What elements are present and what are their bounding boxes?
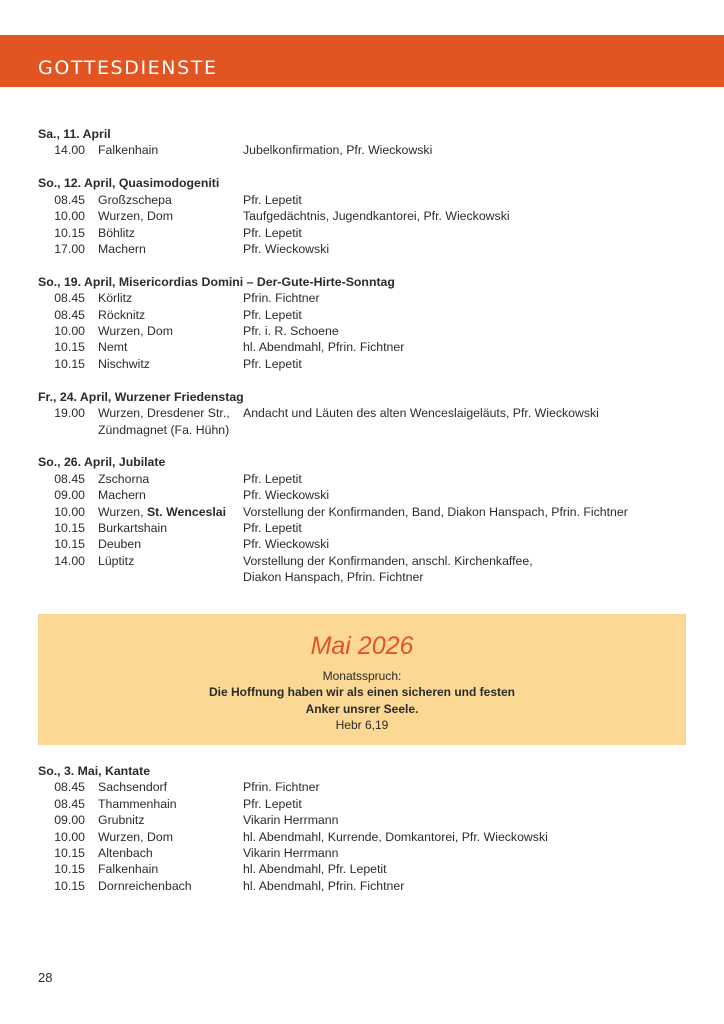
- service-description: hl. Abendmahl, Kurrende, Domkantorei, Pfr. Wieckowski: [243, 829, 548, 844]
- service-place-church: St. Wenceslai: [146, 504, 227, 519]
- service-description: Vikarin Herrmann: [243, 813, 339, 828]
- service-row: [38, 241, 698, 257]
- service-time: 10.15: [54, 225, 85, 240]
- service-description: Pfr. Wieckowski: [243, 537, 330, 552]
- day-heading: So., 26. April, Jubilate: [38, 455, 166, 470]
- service-day: [38, 389, 698, 438]
- service-place: [85, 192, 243, 208]
- service-time: [38, 569, 85, 585]
- day-heading: Fr., 24. April, Wurzener Friedenstag: [38, 389, 244, 404]
- service-row: [38, 861, 698, 877]
- service-place-name: Falkenhain: [98, 143, 159, 158]
- service-row: [38, 829, 698, 845]
- service-place: [85, 829, 243, 845]
- page-title: GOTTESDIENSTE: [38, 57, 218, 79]
- service-row: [38, 553, 698, 569]
- service-row: [38, 208, 698, 224]
- service-day: [38, 126, 698, 159]
- service-place-name: Altenbach: [98, 846, 153, 861]
- service-time: 08.45: [54, 291, 85, 306]
- service-place-name-line-2: Zündmagnet (Fa. Hühn): [98, 422, 230, 437]
- service-row: [38, 796, 698, 812]
- service-place: [85, 405, 243, 421]
- service-place-name: Sachsendorf: [98, 780, 168, 795]
- service-row: [38, 339, 698, 355]
- service-row: [38, 290, 698, 306]
- service-day: [38, 763, 698, 894]
- service-description: Pfr. i. R. Schoene: [243, 324, 339, 339]
- service-day: [38, 454, 698, 585]
- service-place: [85, 487, 243, 503]
- service-place: [85, 845, 243, 861]
- service-time: 17.00: [54, 241, 85, 256]
- service-row-continuation: [38, 569, 698, 585]
- service-row: [38, 192, 698, 208]
- service-place: [85, 356, 243, 372]
- service-place-name: Nemt: [98, 340, 128, 355]
- service-place-name: Machern: [98, 488, 146, 503]
- service-place-name: Röcknitz: [98, 307, 146, 322]
- service-place-name: Großzschepa: [98, 192, 172, 207]
- service-description: Pfrin. Fichtner: [243, 291, 320, 306]
- service-row: [38, 779, 698, 795]
- service-place-name: Deuben: [98, 537, 142, 552]
- service-description: Pfrin. Fichtner: [243, 780, 320, 795]
- service-description: Pfr. Lepetit: [243, 471, 302, 486]
- service-place-name: Nischwitz: [98, 356, 150, 371]
- service-row: [38, 812, 698, 828]
- service-place: [85, 241, 243, 257]
- service-row: [38, 878, 698, 894]
- service-time: 10.00: [54, 829, 85, 844]
- service-day: [38, 175, 698, 257]
- april-service-list: [38, 126, 698, 602]
- service-place: [85, 307, 243, 323]
- service-time: 09.00: [54, 813, 85, 828]
- service-place: [85, 536, 243, 552]
- service-description: Pfr. Wieckowski: [243, 488, 330, 503]
- service-time: 08.45: [54, 471, 85, 486]
- service-place: [85, 878, 243, 894]
- service-place-name: Wurzen, Dom: [98, 209, 173, 224]
- service-row-continuation: [38, 422, 698, 438]
- service-row: [38, 504, 698, 520]
- service-time: 08.45: [54, 307, 85, 322]
- service-place-name: Lüptitz: [98, 553, 135, 568]
- service-place-name: Grubnitz: [98, 813, 145, 828]
- service-time: 10.00: [54, 209, 85, 224]
- service-time: 10.00: [54, 504, 85, 519]
- service-description: Vorstellung der Konfirmanden, anschl. Kirchenkaffee,: [243, 553, 533, 568]
- month-box: [38, 614, 686, 745]
- service-row: [38, 225, 698, 241]
- service-description: Pfr. Lepetit: [243, 225, 302, 240]
- service-description: hl. Abendmahl, Pfr. Lepetit: [243, 862, 387, 877]
- service-description: Pfr. Lepetit: [243, 356, 302, 371]
- service-place-name: Burkartshain: [98, 521, 168, 536]
- service-row: [38, 142, 698, 158]
- service-place-name: Körlitz: [98, 291, 133, 306]
- service-description: Pfr. Lepetit: [243, 192, 302, 207]
- service-time: 10.15: [54, 356, 85, 371]
- service-time: 08.45: [54, 192, 85, 207]
- service-time: 10.15: [54, 846, 85, 861]
- service-row: [38, 471, 698, 487]
- service-time: 10.15: [54, 878, 85, 893]
- service-time: 10.15: [54, 521, 85, 536]
- service-place: [85, 225, 243, 241]
- day-heading: So., 12. April, Quasimodogeniti: [38, 176, 220, 191]
- service-place: [85, 471, 243, 487]
- service-place-name: Böhlitz: [98, 225, 135, 240]
- service-description: Pfr. Lepetit: [243, 796, 302, 811]
- service-place: [85, 323, 243, 339]
- service-place: [85, 861, 243, 877]
- monthly-verse-line-1: Die Hoffnung haben wir als einen sicheren und festen: [208, 685, 516, 699]
- service-row: [38, 520, 698, 536]
- monthly-verse-line-2: Anker unsrer Seele.: [305, 701, 419, 716]
- service-time: [38, 422, 85, 438]
- service-place-name: Wurzen, Dresdener Str.,: [98, 406, 230, 421]
- service-row: [38, 487, 698, 503]
- service-place: [85, 142, 243, 158]
- service-row: [38, 536, 698, 552]
- service-description: hl. Abendmahl, Pfrin. Fichtner: [243, 340, 405, 355]
- service-description: Jubelkonfirmation, Pfr. Wieckowski: [243, 143, 433, 158]
- day-heading: Sa., 11. April: [38, 127, 111, 141]
- day-heading: So., 3. Mai, Kantate: [38, 764, 151, 778]
- service-time: 14.00: [54, 553, 85, 568]
- service-time: 08.45: [54, 796, 85, 811]
- service-place: [85, 812, 243, 828]
- month-title: Mai 2026: [310, 632, 414, 660]
- service-place: [85, 569, 243, 585]
- service-place: [85, 339, 243, 355]
- service-description: Vikarin Herrmann: [243, 846, 339, 861]
- service-row: [38, 405, 698, 421]
- service-place-name: Wurzen,: [98, 504, 147, 519]
- service-description: Taufgedächtnis, Jugendkantorei, Pfr. Wieckowski: [243, 209, 510, 224]
- service-description: Pfr. Wieckowski: [243, 241, 330, 256]
- service-place-name: Zschorna: [98, 471, 150, 486]
- service-place: [85, 208, 243, 224]
- service-time: 19.00: [54, 406, 85, 421]
- service-place: [85, 290, 243, 306]
- service-time: 10.15: [54, 537, 85, 552]
- service-place-name: Wurzen, Dom: [98, 324, 173, 339]
- service-time: 08.45: [54, 780, 85, 795]
- service-description: Andacht und Läuten des alten Wenceslaigeläuts, Pfr. Wieckowski: [243, 406, 599, 421]
- service-place: [85, 779, 243, 795]
- service-day: [38, 274, 698, 372]
- service-description: Diakon Hanspach, Pfrin. Fichtner: [243, 570, 424, 585]
- service-time: 09.00: [54, 488, 85, 503]
- service-time: 10.15: [54, 340, 85, 355]
- service-place: [85, 422, 243, 438]
- service-time: 10.15: [54, 862, 85, 877]
- service-place: [85, 553, 243, 569]
- service-place: [85, 520, 243, 536]
- monthly-verse-label: Monatsspruch:: [322, 669, 402, 683]
- service-place-name: Falkenhain: [98, 862, 159, 877]
- service-time: 14.00: [54, 143, 85, 158]
- service-place: [85, 796, 243, 812]
- service-description: Vorstellung der Konfirmanden, Band, Diakon Hanspach, Pfrin. Fichtner: [243, 504, 628, 519]
- service-row: [38, 323, 698, 339]
- service-place-name: Dornreichenbach: [98, 878, 192, 893]
- service-description: Pfr. Lepetit: [243, 307, 302, 322]
- service-time: 10.00: [54, 324, 85, 339]
- service-row: [38, 307, 698, 323]
- service-row: [38, 845, 698, 861]
- may-service-list: [38, 763, 698, 911]
- service-place-name: Wurzen, Dom: [98, 829, 173, 844]
- service-description: [243, 422, 698, 438]
- day-heading: So., 19. April, Misericordias Domini – Der-Gute-Hirte-Sonntag: [38, 274, 395, 289]
- service-row: [38, 356, 698, 372]
- service-description: Pfr. Lepetit: [243, 521, 302, 536]
- page-number: 28: [38, 970, 53, 985]
- monthly-verse-reference: Hebr 6,19: [335, 718, 389, 732]
- service-place-name: Machern: [98, 241, 146, 256]
- service-place: [85, 504, 243, 520]
- service-place-name: Thammenhain: [98, 796, 177, 811]
- service-description: hl. Abendmahl, Pfrin. Fichtner: [243, 878, 405, 893]
